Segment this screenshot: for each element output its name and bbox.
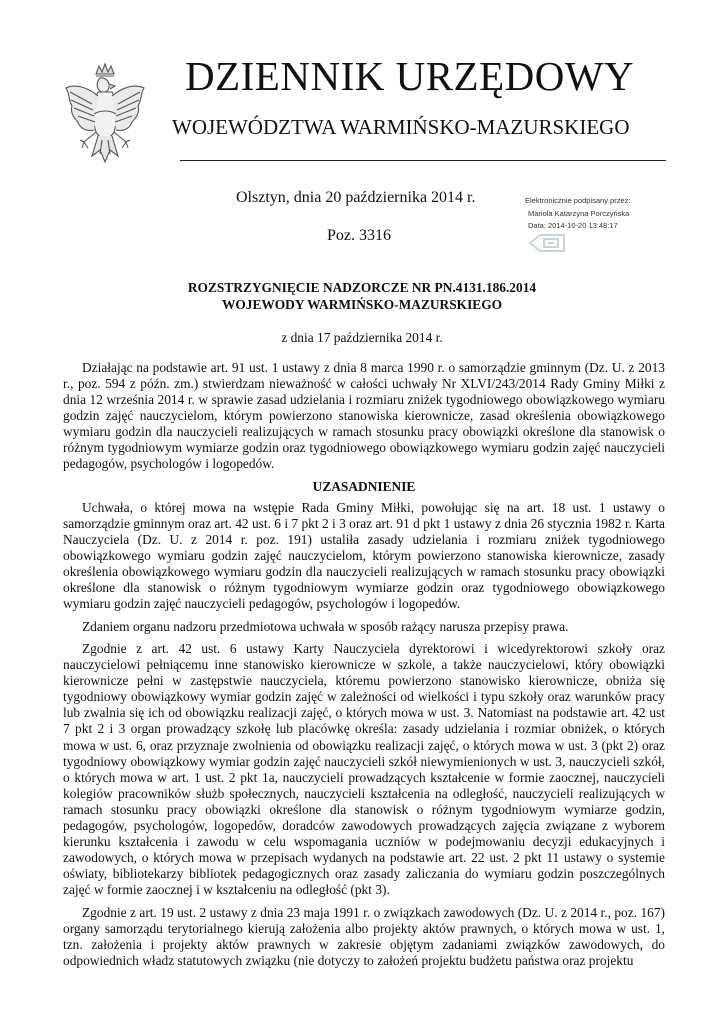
issue-position: Poz. 3316: [327, 227, 391, 244]
electronic-signature-block: [525, 195, 685, 233]
document-body: [63, 360, 665, 975]
paragraph-opinion: Zdaniem organu nadzoru przedmiotowa uchwała w sposób rażący narusza przepisy prawa.: [82, 618, 569, 634]
heading-line-2: WOJEWODY WARMIŃSKO-MAZURSKIEGO: [221, 296, 503, 312]
journal-title: DZIENNIK URZĘDOWY: [185, 53, 635, 99]
paragraph-decision: Działając na podstawie art. 91 ust. 1 ustawy z dnia 8 marca 1990 r. o samorządzie gminnym (Dz. U. z 2013 r., poz. 594 z późn. zm.) stwierdzam nieważność w całości uchwały Nr XLVI/243/2014 Rady Gminy Miłki z dnia 12 września 2014 r. w sprawie zasad udzielania i rozmiaru zniżek tygodniowego obowiązkowego wymiaru godzin zajęć nauczycielom, którym powierzono stanowiska kierownicze, zasad określenia obowiązkowego wymiaru godzin dla nauczycieli realizujących w ramach stosunku pracy obowiązki określone dla stanowisk o różnym tygodniowym wymiarze godzin oraz tygodniowego obowiązkowego wymiaru godzin zajęć nauczycieli pedagogów, psychologów i logopedów.: [63, 360, 665, 472]
journal-subtitle: WOJEWÓDZTWA WARMIŃSKO-MAZURSKIEGO: [172, 115, 630, 139]
signature-seal-icon: [528, 233, 566, 253]
paragraph-trade-unions: Zgodnie z art. 19 ust. 2 ustawy z dnia 23 maja 1991 r. o związkach zawodowych (Dz. U. z 2014 r., poz. 167) organy samorządu terytorialnego kierują założenia albo projekty aktów prawnych, o których mowa w ust. 1, tzn. założenia i projekty aktów prawnych w zakresie objętym zadaniami związków zawodowych, do odpowiednich władz statutowych związku (nie dotyczy to założeń projektu budżetu państwa oraz projektu: [63, 904, 665, 968]
coat-of-arms-eagle-icon: [62, 62, 148, 166]
section-title-justification: UZASADNIENIE: [312, 478, 416, 494]
document-heading: [60, 280, 664, 313]
heading-line-1: ROZSTRZYGNIĘCIE NADZORCZE NR PN.4131.186.2014: [187, 280, 537, 295]
issue-dateline: Olsztyn, dnia 20 października 2014 r.: [236, 189, 476, 206]
signature-date: Data: 2014-10-20 13:48:17: [528, 221, 618, 230]
signature-signer: Mariola Katarzyna Porczyńska: [528, 208, 630, 218]
paragraph-legal-basis: Zgodnie z art. 42 ust. 6 ustawy Karty Nauczyciela dyrektorowi i wicedyrektorowi szkoły oraz nauczycielowi pełniącemu inne stanowisko kierownicze w szkole, a także nauczycielowi, który obowiązki kierownicze pełni w zastępstwie nauczyciela, któremu powierzono stanowisko kierownicze, obniża się tygodniowy obowiązkowy wymiar godzin zajęć w zależności od wielkości i typu szkoły oraz warunków pracy lub zwalnia się ich od obowiązku realizacji zajęć, o których mowa w ust. 3. Natomiast na podstawie art. 42 ust 7 pkt 2 i 3 organ prowadzący szkołę lub placówkę określa: zasady udzielania i rozmiar obniżek, o których mowa w ust. 6, oraz przyznaje zwolnienia od obowiązku realizacji zajęć, o których mowa w ust. 3 (pkt 2) oraz tygodniowy obowiązkowy wymiar godzin zajęć nauczycieli szkół niewymienionych w ust. 3, nauczycieli szkół, o których mowa w art. 1 ust. 2 pkt 1a, nauczycieli prowadzących kształcenie w formie zaocznej, nauczycieli kolegiów pracowników służb społecznych, nauczycieli kształcenia na odległość, nauczycieli realizujących w ramach stosunku pracy obowiązki określone dla stanowisk o różnym tygodniowym wymiarze godzin, pedagogów, psychologów, logopedów, doradców zawodowych prowadzących zajęcia związane z wyborem kierunku kształcenia i zawodu w celu wspomagania uczniów w podejmowaniu decyzji edukacyjnych i zawodowych, o których mowa w przepisach wydanych na podstawie art. 22 ust. 2 pkt 11 ustawy o systemie oświaty, bibliotekarzy bibliotek pedagogicznych oraz zasady zaliczania do wymiaru godzin poszczególnych zajęć w formie zaocznej i w kształceniu na odległość (pkt 3).: [63, 641, 665, 897]
paragraph-resolution: Uchwała, o której mowa na wstępie Rada Gminy Miłki, powołując się na art. 18 ust. 1 ustawy o samorządzie gminnym oraz art. 42 ust. 6 i 7 pkt 2 i 3 oraz art. 91 d pkt 1 ustawy z dnia 26 stycznia 1982 r. Karta Nauczyciela (Dz. U. z 2014 r. poz. 191) ustaliła zasady udzielania i rozmiaru zniżek tygodniowego obowiązkowego wymiaru godzin zajęć nauczycielom, którym powierzono stanowiska kierownicze, zasady określenia obowiązkowego wymiaru godzin dla nauczycieli realizujących w ramach stosunku pracy obowiązki określone dla stanowisk o różnym tygodniowym wymiarze godzin oraz tygodniowego obowiązkowego wymiaru godzin zajęć nauczycieli pedagogów, psychologów i logopedów.: [63, 499, 665, 612]
document-date: z dnia 17 października 2014 r.: [281, 330, 443, 345]
signature-label: Elektronicznie podpisany przez:: [525, 196, 631, 205]
header-divider: [180, 160, 666, 161]
